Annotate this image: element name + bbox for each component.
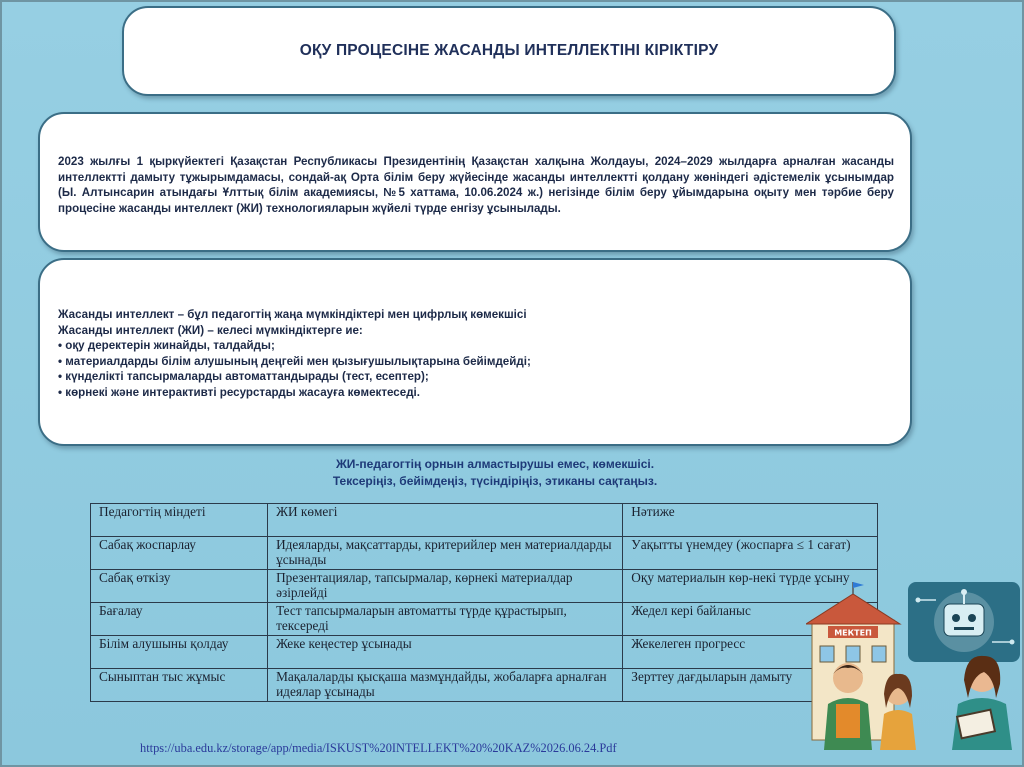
ai-note-line2: Тексеріңіз, бейімдеңіз, түсіндіріңіз, этиканы сақтаңыз.	[332, 474, 658, 488]
source-link[interactable]: https://uba.edu.kz/storage/app/media/ISKUST%20INTELLEKT%20%20KAZ%2026.06.24.Pdf	[140, 741, 617, 755]
table-row	[91, 636, 878, 669]
robot-icon	[908, 582, 1020, 662]
table-cell: Сыныптан тыс жұмыс	[91, 669, 268, 702]
table-cell: Сабақ жоспарлау	[91, 537, 268, 570]
table-cell: Жедел кері байланыс	[623, 603, 878, 636]
ai-note-line1: ЖИ-педагогтің орнын алмастырушы емес, көмекшісі.	[335, 457, 655, 471]
table-cell: Идеяларды, мақсаттарды, критерийлер мен материалдарды ұсынады	[268, 537, 623, 570]
table-cell: Зерттеу дағдыларын дамыту	[623, 669, 878, 702]
ai-line: • көрнекі және интерактивті ресурстарды жасауға көмектеседі.	[58, 385, 420, 399]
table-header-cell: ЖИ көмегі	[268, 504, 623, 537]
ai-capabilities-box	[38, 258, 912, 446]
table-cell: Жеке кеңестер ұсынады	[268, 636, 623, 669]
table-cell: Жекелеген прогресс	[623, 636, 878, 669]
table-cell: Бағалау	[91, 603, 268, 636]
table-header-row	[91, 504, 878, 537]
ai-line: • оқу деректерін жинайды, талдайды;	[58, 339, 275, 352]
ai-line: • күнделікті тапсырмаларды автоматтандырады (тест, есептер);	[58, 370, 429, 383]
ai-note	[0, 456, 990, 490]
ai-capabilities-list	[58, 307, 894, 400]
table-cell: Презентациялар, тапсырмалар, көрнекі материалдар әзірлейді	[268, 570, 623, 603]
slide-title: ОҚУ ПРОЦЕСІНЕ ЖАСАНДЫ ИНТЕЛЛЕКТІНІ КІРІКТІРУ	[299, 42, 719, 59]
intro-paragraph: 2023 жылғы 1 қыркүйектегі Қазақстан Республикасы Президентінің Қазақстан халқына Жолдауы, 2024–2029 жылдарға арналған жасанды интеллектті дамыту тұжырымдамасы, сондай-ақ Орта білім беру жүйесінде жасанды интеллектті қолдану жөніндегі әдістемелік ұсынымдар (Ы. Алтынсарин атындағы Ұлттық білім академиясы, №5 хаттама, 10.06.2024 ж.) негізінде білім беру ұйымдарына оқыту мен тәрбие беру процесіне жасанды интеллект (ЖИ) технологияларын жүйелі түрде енгізу ұсынылады.	[58, 155, 894, 215]
intro-box	[38, 112, 912, 252]
table-cell: Мақалаларды қысқаша мазмұндайды, жобаларға арналған идеялар ұсынады	[268, 669, 623, 702]
table-header-cell: Нәтиже	[623, 504, 878, 537]
school-sign: МЕКТЕП	[834, 628, 872, 638]
teacher-icon	[952, 656, 1012, 750]
table-cell: Білім алушыны қолдау	[91, 636, 268, 669]
title-box	[122, 6, 896, 96]
ai-line: • материалдарды білім алушының деңгейі мен қызығушылықтарына бейімдейді;	[58, 354, 531, 368]
table-row	[91, 537, 878, 570]
table-cell: Сабақ өткізу	[91, 570, 268, 603]
ai-line: Жасанды интеллект (ЖИ) – келесі мүмкіндіктерге ие:	[58, 323, 363, 337]
school-ai-illustration	[806, 580, 1024, 750]
table-row	[91, 570, 878, 603]
ai-line: Жасанды интеллект – бұл педагогтің жаңа мүмкіндіктері мен цифрлық көмекшісі	[58, 308, 527, 321]
table-row	[91, 669, 878, 702]
table-cell: Уақытты үнемдеу (жоспарға ≤ 1 сағат)	[623, 537, 878, 570]
table-cell: Тест тапсырмаларын автоматты түрде құрастырып, тексереді	[268, 603, 623, 636]
table-cell: Оқу материалын көр-некі түрде ұсыну	[623, 570, 878, 603]
table-header-cell: Педагогтің міндеті	[91, 504, 268, 537]
ai-tasks-table	[90, 503, 878, 702]
table-row	[91, 603, 878, 636]
